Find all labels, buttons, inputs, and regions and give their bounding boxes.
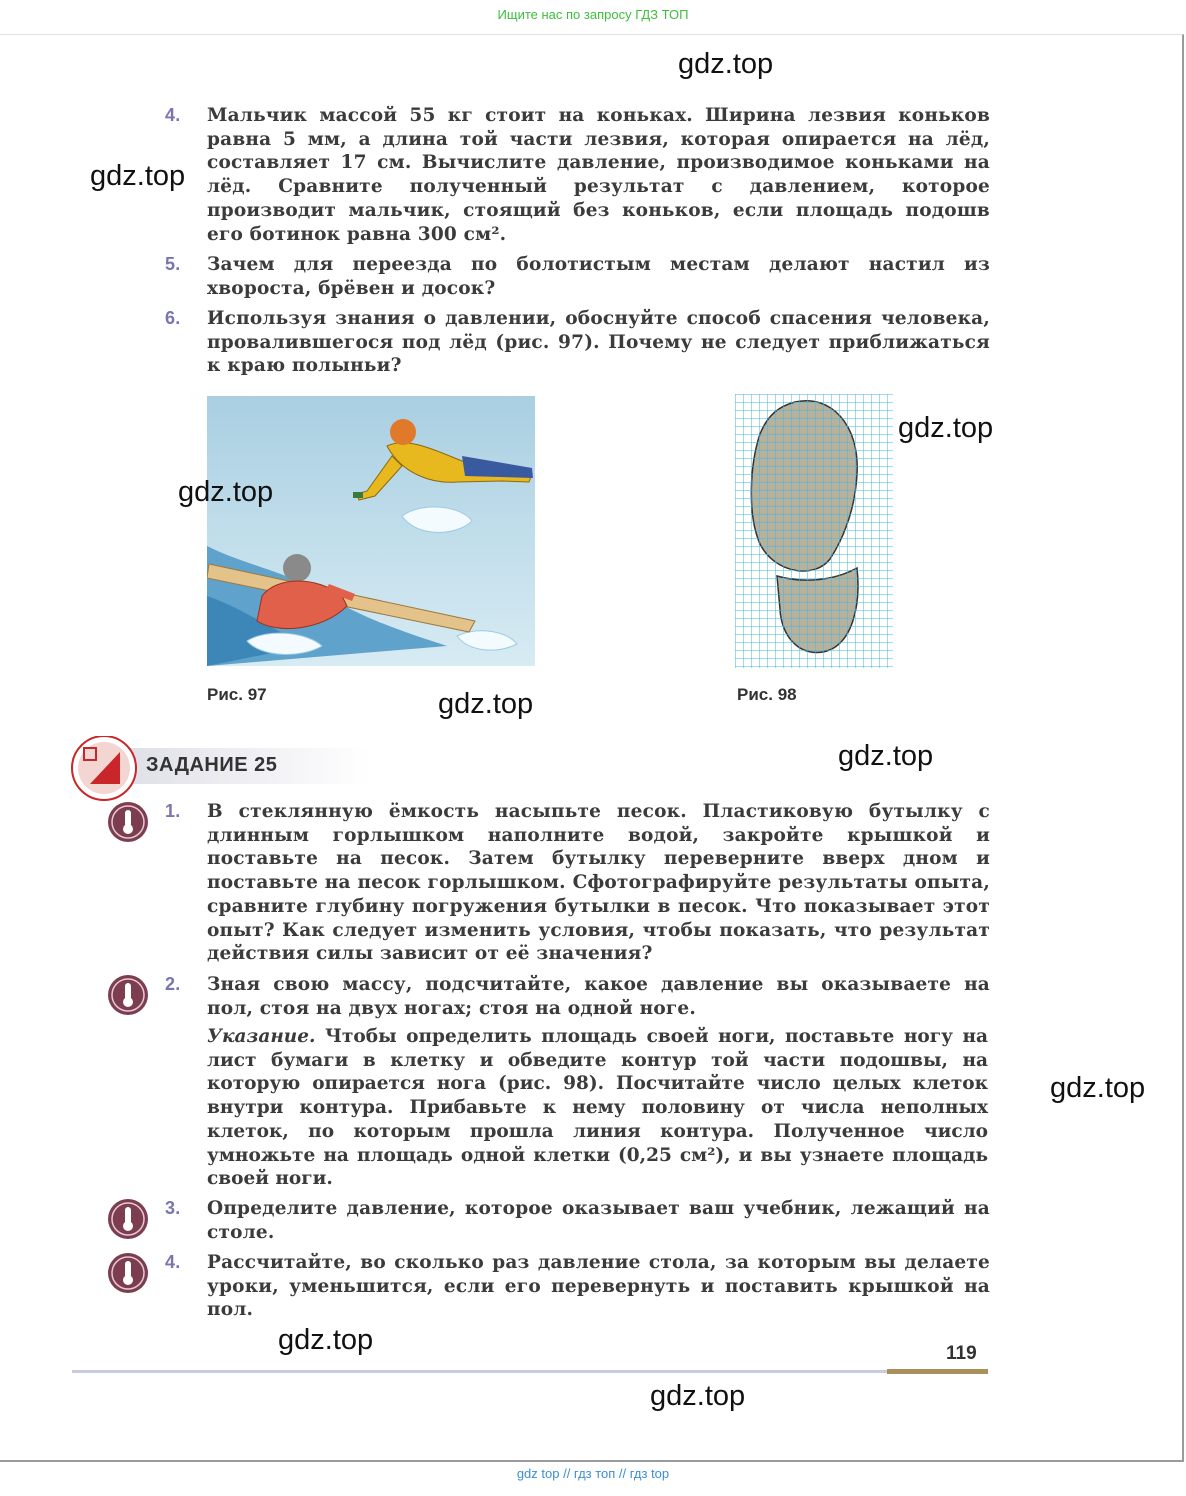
task-item-3 bbox=[165, 1197, 990, 1244]
task-hint bbox=[207, 1025, 988, 1191]
question-text: Мальчик массой 55 кг стоит на коньках. Ширина лезвия коньков равна 5 мм, а длина той части лезвия, которая опирается на лёд, составляет 17 см. Вычислите давление, производимое коньками на лёд. Сравните полученный результат с давлением, которое производит мальчик, стоящий без коньков, если площадь подошв его ботинок равна 300 см². bbox=[207, 105, 990, 245]
watermark: gdz.top bbox=[898, 412, 994, 444]
task-item-2 bbox=[165, 973, 990, 1020]
question-number: 6. bbox=[165, 308, 181, 328]
experiment-thermometer-icon bbox=[107, 1252, 149, 1294]
hint-label: Указание. bbox=[207, 1026, 316, 1047]
task-text: В стеклянную ёмкость насыпьте песок. Пластиковую бутылку с длинным горлышком наполните водой, закройте крышкой и поставьте на песок. Затем бутылку переверните вверх дном и поставьте на песок горлышком. Сфотографируйте результаты опыта, сравните глубину погружения бутылки в песок. Что показывает этот опыт? Как следует изменить условия, чтобы показать, что результат действия силы зависит от её значения? bbox=[207, 801, 990, 965]
question-5 bbox=[165, 253, 990, 300]
figure-98-caption: Рис. 98 bbox=[737, 685, 797, 704]
watermark: gdz.top bbox=[438, 688, 534, 720]
ice-rescue-illustration bbox=[207, 396, 535, 666]
footer-rule bbox=[72, 1370, 887, 1373]
footer-rule-accent bbox=[887, 1369, 988, 1374]
task-text: Рассчитайте, во сколько раз давление стола, за которым вы делаете уроки, уменьшится, если его перевернуть и поставить крышкой на пол. bbox=[207, 1252, 990, 1321]
task-item-4 bbox=[165, 1251, 990, 1322]
watermark: gdz.top bbox=[650, 1380, 746, 1412]
task-text: Определите давление, которое оказывает ваш учебник, лежащий на столе. bbox=[207, 1198, 990, 1243]
top-banner[interactable]: Ищите нас по запросу ГДЗ ТОП bbox=[497, 7, 689, 22]
hint-text: Чтобы определить площадь своей ноги, поставьте ногу на лист бумаги в клетку и обведите контур той части подошвы, на которую опирается нога (рис. 98). Посчитайте число целых клеток внутри контура. Прибавьте к нему половину от числа неполных клеток, по которым прошла линия контура. Полученное число умножьте на площадь одной клетки (0,25 см²), и вы узнаете площадь своей ноги. bbox=[207, 1026, 988, 1190]
watermark: gdz.top bbox=[178, 476, 274, 508]
boot-sole-grid-illustration bbox=[735, 394, 893, 668]
bottom-links[interactable]: gdz top // гдз топ // гдз top bbox=[516, 1466, 670, 1481]
page-number: 119 bbox=[946, 1343, 977, 1364]
question-6 bbox=[165, 307, 990, 378]
question-4 bbox=[165, 104, 990, 246]
experiment-thermometer-icon bbox=[107, 801, 149, 843]
task-number: 4. bbox=[165, 1252, 181, 1272]
figure-97-caption: Рис. 97 bbox=[207, 685, 267, 704]
question-text: Используя знания о давлении, обоснуйте способ спасения человека, провалившегося под лёд (рис. 97). Почему не следует приближаться к краю полыньи? bbox=[207, 308, 990, 377]
task-number: 1. bbox=[165, 801, 181, 821]
experiment-thermometer-icon bbox=[107, 1198, 149, 1240]
experiment-thermometer-icon bbox=[107, 974, 149, 1016]
watermark: gdz.top bbox=[678, 48, 774, 80]
watermark: gdz.top bbox=[838, 740, 934, 772]
task-item-1 bbox=[165, 800, 990, 966]
question-text: Зачем для переезда по болотистым местам делают настил из хвороста, брёвен и досок? bbox=[207, 254, 990, 299]
task-title: ЗАДАНИЕ 25 bbox=[146, 754, 278, 776]
task-number: 2. bbox=[165, 974, 181, 994]
task-text: Зная свою массу, подсчитайте, какое давление вы оказываете на пол, стоя на двух ногах; стоя на одной ноге. bbox=[207, 974, 990, 1019]
watermark: gdz.top bbox=[278, 1324, 374, 1356]
watermark: gdz.top bbox=[1050, 1072, 1146, 1104]
question-number: 4. bbox=[165, 105, 181, 125]
task-number: 3. bbox=[165, 1198, 181, 1218]
watermark: gdz.top bbox=[90, 160, 186, 192]
question-number: 5. bbox=[165, 254, 181, 274]
